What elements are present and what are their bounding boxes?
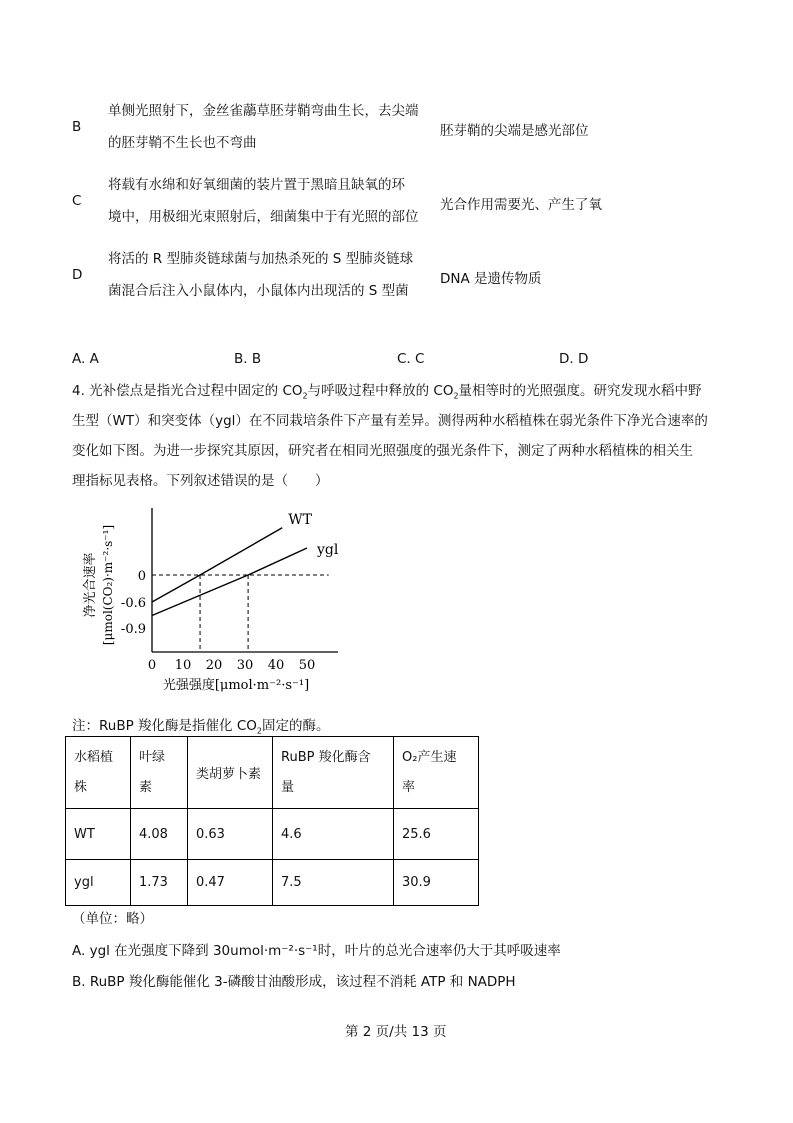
choice-b: B. B [234,351,262,367]
question4-line2: 生型（WT）和突变体（ygl）在不同栽培条件下产量有差异。测得两种水稻植株在弱光条件下净光合速率的 [72,413,708,429]
cell: 4.08 [131,809,188,860]
option-d-desc-2: 菌混合后注入小鼠体内，小鼠体内出现活的 S 型菌 [108,283,409,299]
cell: 0.63 [188,809,273,860]
cell: 4.6 [273,809,394,860]
table-row [66,860,479,906]
option-b-desc-2: 的胚芽鞘不生长也不弯曲 [108,135,257,151]
cell: 25.6 [394,809,479,860]
choice-d: D. D [559,351,589,367]
x-tick-label: 10 [174,658,192,673]
option-letter-d: D [72,267,83,283]
option-a: A. ygl 在光强度下降到 30umol·m⁻²·s⁻¹时，叶片的总光合速率仍大于其呼吸速率 [72,943,561,959]
option-d-desc-1: 将活的 R 型肺炎链球菌与加热杀死的 S 型肺炎链球 [108,251,414,267]
th-chlorophyll: 叶绿 素 [131,737,188,809]
cell: 1.73 [131,860,188,906]
question4-line4: 理指标见表格。下列叙述错误的是（ ） [72,473,329,489]
series-line-wt [152,528,282,602]
table-header-row [66,737,479,809]
y-tick-neg06: -0.6 [120,596,146,611]
option-c-conclusion: 光合作用需要光、产生了氧 [440,197,602,213]
x-tick-label: 50 [298,658,316,673]
y-tick-0: 0 [137,569,146,584]
rubp-note: 注：RuBP 羧化酶是指催化 $CO_2$固定的酶。 [72,718,330,736]
option-b-conclusion: 胚芽鞘的尖端是感光部位 [440,123,589,139]
cell: 30.9 [394,860,479,906]
option-c-desc-1: 将载有水绵和好氧细菌的装片置于黑暗且缺氧的环 [108,177,405,193]
series-label-wt: WT [288,511,312,528]
th-o2-rate: O₂产生速 率 [394,737,479,809]
choice-a: A. A [72,351,99,367]
cell: 7.5 [273,860,394,906]
th-carotenoid: 类胡萝卜素 [188,737,273,809]
x-tick-label: 30 [236,658,254,673]
option-b: B. RuBP 羧化酶能催化 3-磷酸甘油酸形成，该过程不消耗 ATP 和 NADPH [72,974,516,990]
x-axis-label: 光强强度[μmol·m⁻²·s⁻¹] [162,678,310,693]
question4-line1: 4. 光补偿点是指光合过程中固定的 $CO_2$与呼吸过程中释放的 $CO_2$量相等时的光照强度。研究发现水稻中野 [72,383,702,401]
th-plant: 水稻植 株 [66,737,131,809]
plot-area [152,512,339,652]
y-axis-label-1: 净光合速率 [83,552,98,618]
question4-line3: 变化如下图。为进一步探究其原因，研究者在相同光照强度的强光条件下，测定了两种水稻植株的相关生 [72,443,693,459]
x-ticks [148,658,315,673]
cell: ygl [66,860,131,906]
cell: 0.47 [188,860,273,906]
net-photosynthesis-chart [70,500,360,700]
x-tick-label: 40 [267,658,285,673]
option-c-desc-2: 境中，用极细光束照射后，细菌集中于有光照的部位 [108,209,419,225]
x-tick-label: 20 [205,658,223,673]
cell: WT [66,809,131,860]
y-tick-neg09: -0.9 [120,622,146,637]
option-letter-b: B [72,119,82,135]
option-b-desc-1: 单侧光照射下，金丝雀虉草胚芽鞘弯曲生长，去尖端 [108,103,419,119]
unit-note: （单位：略） [72,911,153,927]
page-footer: 第 2 页/共 13 页 [345,1024,447,1040]
series-label-ygl: ygl [317,542,339,558]
th-rubp: RuBP 羧化酶含 量 [273,737,394,809]
x-tick-label: 0 [147,658,157,673]
y-axis-label-2: [μmol(CO₂)·m⁻²·s⁻¹] [101,524,115,646]
option-d-conclusion: DNA 是遗传物质 [440,271,542,287]
plant-index-table [65,736,479,906]
option-letter-c: C [72,193,82,209]
choice-c: C. C [397,351,425,367]
table-row [66,809,479,860]
